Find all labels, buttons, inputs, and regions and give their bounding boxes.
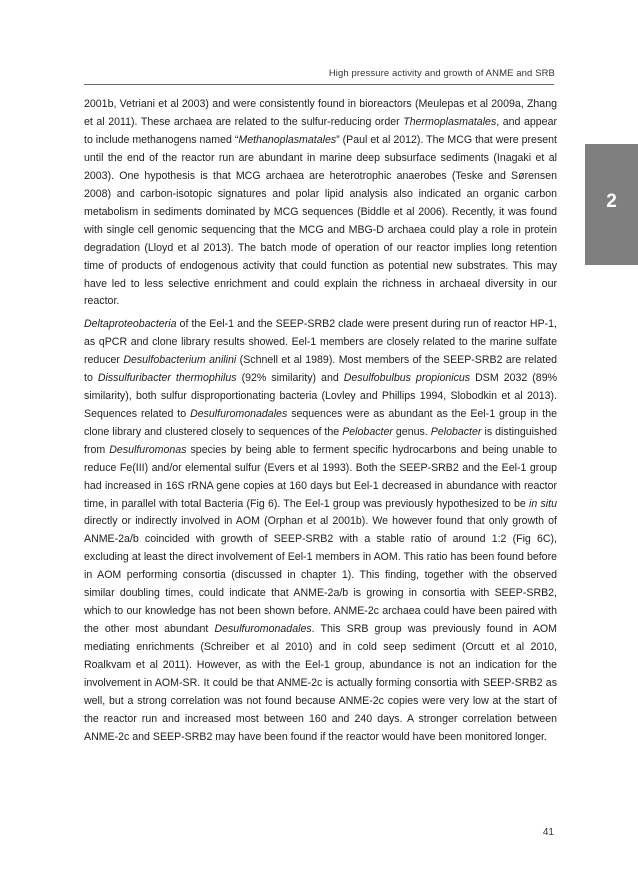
text-run: ” (Paul et al 2012). The MCG that were present until the end of the reactor run are abundant in marine deep subsurface sediments (Inagaki et al 2003). One hypothesis is that MCG archaea are heterotrophic anaerobes (Teske and Sørensen 2008) and carbon-isotopic signatures and polar lipid analysis also indicated an organic carbon metabolism in sediments dominated by MCG sequences (Biddle et al 2006). Recently, it was found with single cell genomic sequencing that the MCG and MBG-D archaea could play a role in protein degradation (Lloyd et al 2013). The batch mode of operation of our reactor implies long retention time of products of endogenous activity that could function as potential new substrates. This may have led to less selective enrichment and could explain the richness in archaeal diversity in our reactor.: [84, 133, 557, 308]
italic-term: Desulfobulbus propionicus: [343, 371, 471, 384]
text-run: (Schnell et al 1989). Most members of the SEEP-SRB2 are related to: [84, 353, 557, 384]
text-run: is distinguished from: [84, 425, 557, 456]
text-run: , and appear to include methanogens named “: [84, 115, 557, 146]
text-run: 2001b, Vetriani et al 2003) and were consistently found in bioreactors (Meulepas et al 2009a, Zhang et al 2011). These archaea are related to the sulfur-reducing order: [84, 98, 557, 128]
body-paragraph: [84, 316, 557, 747]
text-run: sequences were as abundant as the Eel-1 group in the clone library and clustered closely to sequences of the: [84, 407, 557, 438]
text-run: species by being able to ferment specific hydrocarbons and being unable to reduce Fe(III) and/or elemental sulfur (Evers et al 1993). Both the SEEP-SRB2 and the Eel-1 group had increased in 16S rRNA gene copies at 160 days but Eel-1 decreased in abundance with reactor time, in parallel with total Bacteria (Fig 6). The Eel-1 group was previously hypothesized to be: [84, 443, 557, 510]
text-run: DSM 2032 (89% similarity), both sulfur disproportionating bacteria (Lovley and Phillips 1994, Slobodkin et al 2013). Sequences related to: [84, 371, 558, 420]
italic-term: Thermoplasmatales: [403, 115, 497, 128]
page-number: 41: [542, 827, 554, 838]
italic-term: Desulfuromonadales: [190, 407, 288, 420]
body-paragraph: [84, 96, 557, 311]
text-run: of the Eel-1 and the SEEP-SRB2 clade were present during run of reactor HP-1, as qPCR and clone library results showed. Eel-1 members are closely related to the marine sulfate reducer: [84, 318, 557, 366]
italic-term: Desulfuromonas: [109, 443, 187, 456]
italic-term: in situ: [529, 497, 557, 510]
italic-term: Pelobacter: [342, 425, 393, 438]
italic-term: Methanoplasmatales: [238, 133, 337, 146]
chapter-number: 2: [606, 191, 617, 212]
header-rule: [84, 84, 554, 85]
text-run: . This SRB group was previously found in AOM mediating enrichments (Schreiber et al 2010) and in cold seep sediment (Orcutt et al 2010, Roalkvam et al 2011). However, as with the Eel-1 group, abundance is not an indication for the involvement in AOM-SR. It could be that ANME-2c is actually forming consortia with SEEP-SRB2 as well, but a strong correlation was not found because ANME-2c copies were very low at the start of the reactor run and increased most between 160 and 240 days. A stronger correlation between ANME-2c and SEEP-SRB2 may have been found if the reactor would have been monitored longer.: [84, 623, 557, 743]
italic-term: Desulfobacterium anilini: [123, 353, 237, 366]
italic-term: Desulfuromonadales: [214, 623, 312, 636]
text-run: genus.: [392, 425, 431, 438]
text-run: directly or indirectly involved in AOM (Orphan et al 2001b). We however found that only growth of ANME-2a/b coincided with growth of SEEP-SRB2 with a stable ratio of around 1:2 (Fig 6C), excluding at least the direct involvement of Eel-1 members in AOM. This ratio has been found before in AOM performing consortia (discussed in chapter 1). This finding, together with the observed similar doubling times, could indicate that ANME-2a/b is growing in consortia with SEEP-SRB2, which to our knowledge has not been shown before. ANME-2c archaea could have been paired with the other most abundant: [84, 515, 557, 636]
italic-term: Dissulfuribacter thermophilus: [97, 371, 237, 384]
text-run: (92% similarity) and: [236, 371, 344, 384]
italic-term: Pelobacter: [430, 425, 482, 438]
running-header: High pressure activity and growth of ANME and SRB: [328, 68, 555, 79]
chapter-tab: [585, 144, 638, 265]
italic-term: Deltaproteobacteria: [84, 318, 177, 330]
